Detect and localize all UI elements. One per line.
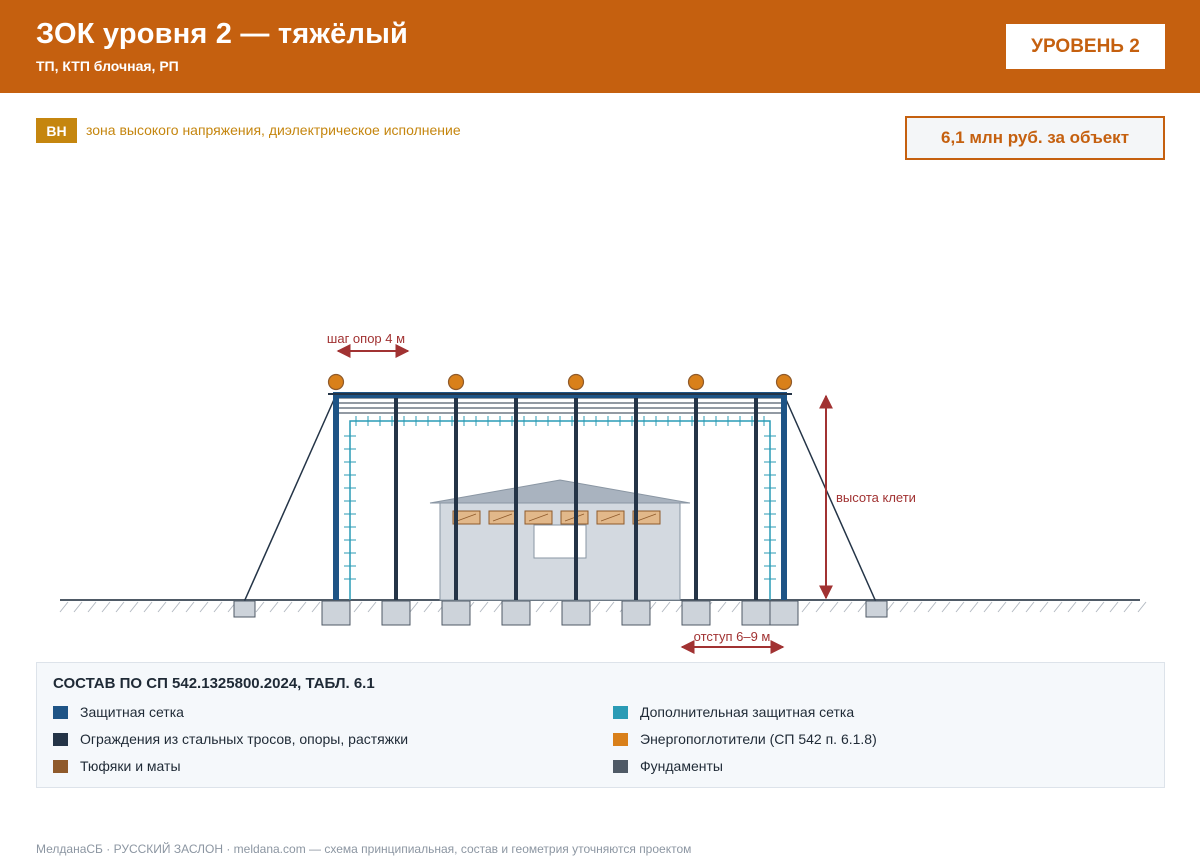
energy-absorber	[569, 375, 584, 390]
page-title: ЗОК уровня 2 — тяжёлый	[36, 18, 409, 50]
foundations	[234, 601, 887, 625]
ground-hatch-line	[1096, 602, 1104, 612]
legend-item-absorbers	[613, 731, 877, 747]
inner-pole	[394, 394, 398, 600]
inner-pole	[694, 394, 698, 600]
ground-hatch-line	[718, 602, 726, 612]
legend-label: Ограждения из стальных тросов, опоры, растяжки	[80, 731, 409, 747]
ground-hatch-line	[844, 602, 852, 612]
energy-absorber	[329, 375, 344, 390]
ground-hatch-line	[74, 602, 82, 612]
ground-hatch-line	[928, 602, 936, 612]
ground-hatch-line	[998, 602, 1006, 612]
ground-hatch-line	[1124, 602, 1132, 612]
ground-hatch-line	[802, 602, 810, 612]
substation-building	[430, 480, 690, 600]
ground-hatch-line	[256, 602, 264, 612]
footer-note: МелданаСБ · РУССКИЙ ЗАСЛОН · meldana.com — схема принципиальная, состав и геометрия уточняются проектом	[36, 842, 692, 856]
legend-swatch	[53, 706, 68, 719]
foundation-block	[770, 601, 798, 625]
ground-hatch-line	[1138, 602, 1146, 612]
ground-hatch-line	[298, 602, 306, 612]
ground-hatch-line	[424, 602, 432, 612]
anchor-foundation	[234, 601, 255, 617]
foundation-block	[442, 601, 470, 625]
foundation-block	[622, 601, 650, 625]
ground-hatch-line	[1110, 602, 1118, 612]
energy-absorber	[777, 375, 792, 390]
energy-absorbers	[329, 375, 792, 390]
ground-hatch-line	[1026, 602, 1034, 612]
legend-item-mats	[53, 758, 181, 774]
ground-hatch-line	[732, 602, 740, 612]
pole-step-label: шаг опор 4 м	[326, 331, 406, 346]
ground-hatch-line	[984, 602, 992, 612]
ground-hatch-line	[662, 602, 670, 612]
ground-hatch-line	[536, 602, 544, 612]
ground-hatch-line	[368, 602, 376, 612]
ground-hatch-line	[214, 602, 222, 612]
inner-pole	[514, 394, 518, 600]
foundation-block	[742, 601, 770, 625]
legend-label: Дополнительная защитная сетка	[640, 704, 855, 720]
legend-swatch	[53, 760, 68, 773]
ground-hatch-line	[956, 602, 964, 612]
ground-hatch-line	[172, 602, 180, 612]
energy-absorber	[689, 375, 704, 390]
ground-hatch-line	[354, 602, 362, 612]
level-badge: УРОВЕНЬ 2	[1006, 24, 1165, 69]
cage-height-label: высота клети	[836, 490, 916, 505]
legend-swatch	[613, 706, 628, 719]
ground-hatch-line	[606, 602, 614, 612]
legend-swatch	[53, 733, 68, 746]
ground-hatch-line	[494, 602, 502, 612]
foundation-block	[322, 601, 350, 625]
foundation-block	[562, 601, 590, 625]
inner-pole	[574, 394, 578, 600]
ground-hatch-line	[1040, 602, 1048, 612]
ground-hatch-line	[284, 602, 292, 612]
legend-label: Энергопоглотители (СП 542 п. 6.1.8)	[640, 731, 877, 747]
steel-cables	[336, 398, 784, 413]
legend-label: Защитная сетка	[80, 704, 184, 720]
legend-panel	[36, 662, 1165, 788]
zone-tag: ВН	[36, 118, 77, 143]
ground-hatch-line	[942, 602, 950, 612]
ground-hatch-line	[158, 602, 166, 612]
legend-title: СОСТАВ ПО СП 542.1325800.2024, ТАБЛ. 6.1	[53, 675, 375, 692]
anchor-foundation	[866, 601, 887, 617]
ground-hatch-line	[410, 602, 418, 612]
guy-wire-left	[244, 395, 336, 602]
ground-hatch-line	[858, 602, 866, 612]
ground-hatch-line	[312, 602, 320, 612]
ground-hatch-line	[1068, 602, 1076, 612]
ground-hatch-line	[816, 602, 824, 612]
ground-hatch-line	[1012, 602, 1020, 612]
ground-hatch-line	[200, 602, 208, 612]
legend-label: Тюфяки и маты	[80, 758, 181, 774]
ground-hatch-line	[144, 602, 152, 612]
ground-hatch-line	[130, 602, 138, 612]
ground-hatch-line	[116, 602, 124, 612]
ground-hatch-line	[830, 602, 838, 612]
ground-hatch-line	[900, 602, 908, 612]
legend-label: Фундаменты	[640, 758, 723, 774]
ground-hatch-line	[592, 602, 600, 612]
energy-absorber	[449, 375, 464, 390]
legend-item-foundations	[613, 758, 723, 774]
ground-hatching	[60, 602, 1146, 612]
zone-description: зона высокого напряжения, диэлектрическое исполнение	[86, 122, 461, 138]
ground-hatch-line	[480, 602, 488, 612]
ground-hatch-line	[270, 602, 278, 612]
legend-item-additional-net	[613, 704, 854, 720]
ground-hatch-line	[88, 602, 96, 612]
legend-item-cables	[53, 731, 408, 747]
foundation-block	[382, 601, 410, 625]
inner-pole	[454, 394, 458, 600]
foundation-block	[682, 601, 710, 625]
ground-hatch-line	[186, 602, 194, 612]
ground-hatch-line	[970, 602, 978, 612]
outer-pole	[333, 394, 339, 600]
price-box: 6,1 млн руб. за объект	[905, 116, 1165, 160]
legend-swatch	[613, 733, 628, 746]
page-subtitle: ТП, КТП блочная, РП	[36, 58, 179, 74]
ground-hatch-line	[550, 602, 558, 612]
legend-swatch	[613, 760, 628, 773]
ground-hatch-line	[102, 602, 110, 612]
ground-hatch-line	[60, 602, 68, 612]
ground-hatch-line	[914, 602, 922, 612]
inner-pole	[754, 394, 758, 600]
inner-pole	[634, 394, 638, 600]
foundation-block	[502, 601, 530, 625]
ground-hatch-line	[1082, 602, 1090, 612]
ground-hatch-line	[1054, 602, 1062, 612]
outer-pole	[781, 394, 787, 600]
offset-label: отступ 6–9 м	[693, 629, 771, 644]
legend-item-protective-net	[53, 704, 184, 720]
